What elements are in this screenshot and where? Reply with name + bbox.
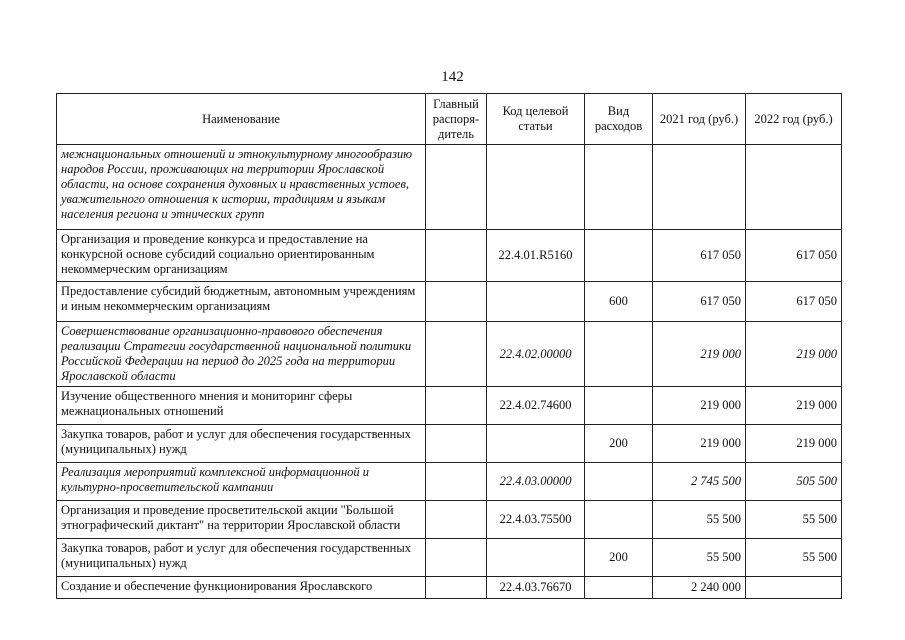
table-row	[57, 425, 842, 463]
cell-manager	[426, 463, 487, 501]
cell-code: 22.4.02.00000	[487, 322, 585, 387]
cell-2022	[746, 577, 842, 599]
cell-2021: 2 240 000	[653, 577, 746, 599]
cell-2022	[746, 145, 842, 230]
cell-manager	[426, 282, 487, 322]
column-header-code: Код целевой статьи	[487, 94, 585, 145]
cell-expense-type	[585, 387, 653, 425]
table-row	[57, 387, 842, 425]
cell-2021: 617 050	[653, 282, 746, 322]
cell-name: Реализация мероприятий комплексной информационной и культурно-просветительской кампании	[57, 463, 426, 501]
table-header-row	[57, 94, 842, 145]
cell-code: 22.4.03.76670	[487, 577, 585, 599]
cell-manager	[426, 322, 487, 387]
cell-code: 22.4.03.00000	[487, 463, 585, 501]
cell-2022: 617 050	[746, 230, 842, 282]
cell-name: межнациональных отношений и этнокультурному многообразию народов России, проживающих на территории Ярославской области, на основе сохранения духовных и нравственных устоев, уважительного отношения к истории, традициям и языкам населения региона и этнических групп	[57, 145, 426, 230]
table-row	[57, 577, 842, 599]
cell-code: 22.4.02.74600	[487, 387, 585, 425]
column-header-2022: 2022 год (руб.)	[746, 94, 842, 145]
cell-expense-type	[585, 322, 653, 387]
column-header-name: Наименование	[57, 94, 426, 145]
table-row	[57, 501, 842, 539]
cell-manager	[426, 501, 487, 539]
table-row	[57, 539, 842, 577]
cell-2021: 2 745 500	[653, 463, 746, 501]
cell-manager	[426, 145, 487, 230]
cell-name: Предоставление субсидий бюджетным, автономным учреждениям и иным некоммерческим организациям	[57, 282, 426, 322]
cell-2021	[653, 145, 746, 230]
cell-name: Совершенствование организационно-правового обеспечения реализации Стратегии государственной национальной политики Российской Федерации на период до 2025 года на территории Ярославской области	[57, 322, 426, 387]
table-row	[57, 322, 842, 387]
cell-manager	[426, 577, 487, 599]
cell-code: 22.4.03.75500	[487, 501, 585, 539]
cell-expense-type: 200	[585, 539, 653, 577]
cell-expense-type	[585, 230, 653, 282]
cell-name: Организация и проведение конкурса и предоставление на конкурсной основе субсидий социально ориентированным некоммерческим организациям	[57, 230, 426, 282]
page-number: 142	[441, 69, 464, 85]
cell-expense-type	[585, 145, 653, 230]
table-row	[57, 145, 842, 230]
cell-2022: 219 000	[746, 425, 842, 463]
cell-2021: 55 500	[653, 539, 746, 577]
cell-name: Закупка товаров, работ и услуг для обеспечения государственных (муниципальных) нужд	[57, 539, 426, 577]
column-header-expense-type: Вид расходов	[585, 94, 653, 145]
cell-2022: 617 050	[746, 282, 842, 322]
budget-table	[56, 93, 842, 599]
cell-expense-type	[585, 577, 653, 599]
cell-expense-type	[585, 501, 653, 539]
cell-2022: 55 500	[746, 501, 842, 539]
cell-manager	[426, 425, 487, 463]
cell-code: 22.4.01.R5160	[487, 230, 585, 282]
column-header-2021: 2021 год (руб.)	[653, 94, 746, 145]
cell-name: Организация и проведение просветительской акции "Большой этнографический диктант" на территории Ярославской области	[57, 501, 426, 539]
cell-2021: 219 000	[653, 322, 746, 387]
cell-expense-type: 200	[585, 425, 653, 463]
table-row	[57, 282, 842, 322]
cell-2021: 617 050	[653, 230, 746, 282]
cell-code	[487, 282, 585, 322]
cell-code	[487, 539, 585, 577]
cell-2022: 505 500	[746, 463, 842, 501]
cell-manager	[426, 539, 487, 577]
cell-2022: 219 000	[746, 387, 842, 425]
cell-2022: 55 500	[746, 539, 842, 577]
cell-2021: 219 000	[653, 425, 746, 463]
cell-expense-type: 600	[585, 282, 653, 322]
column-header-manager: Главный распоря-дитель	[426, 94, 487, 145]
cell-manager	[426, 387, 487, 425]
cell-manager	[426, 230, 487, 282]
table-row	[57, 230, 842, 282]
cell-2021: 55 500	[653, 501, 746, 539]
cell-2022: 219 000	[746, 322, 842, 387]
cell-code	[487, 145, 585, 230]
table-body	[57, 145, 842, 599]
cell-name: Изучение общественного мнения и мониторинг сферы межнациональных отношений	[57, 387, 426, 425]
cell-2021: 219 000	[653, 387, 746, 425]
table-row	[57, 463, 842, 501]
cell-name: Закупка товаров, работ и услуг для обеспечения государственных (муниципальных) нужд	[57, 425, 426, 463]
cell-code	[487, 425, 585, 463]
cell-name: Создание и обеспечение функционирования Ярославского	[57, 577, 426, 599]
cell-expense-type	[585, 463, 653, 501]
